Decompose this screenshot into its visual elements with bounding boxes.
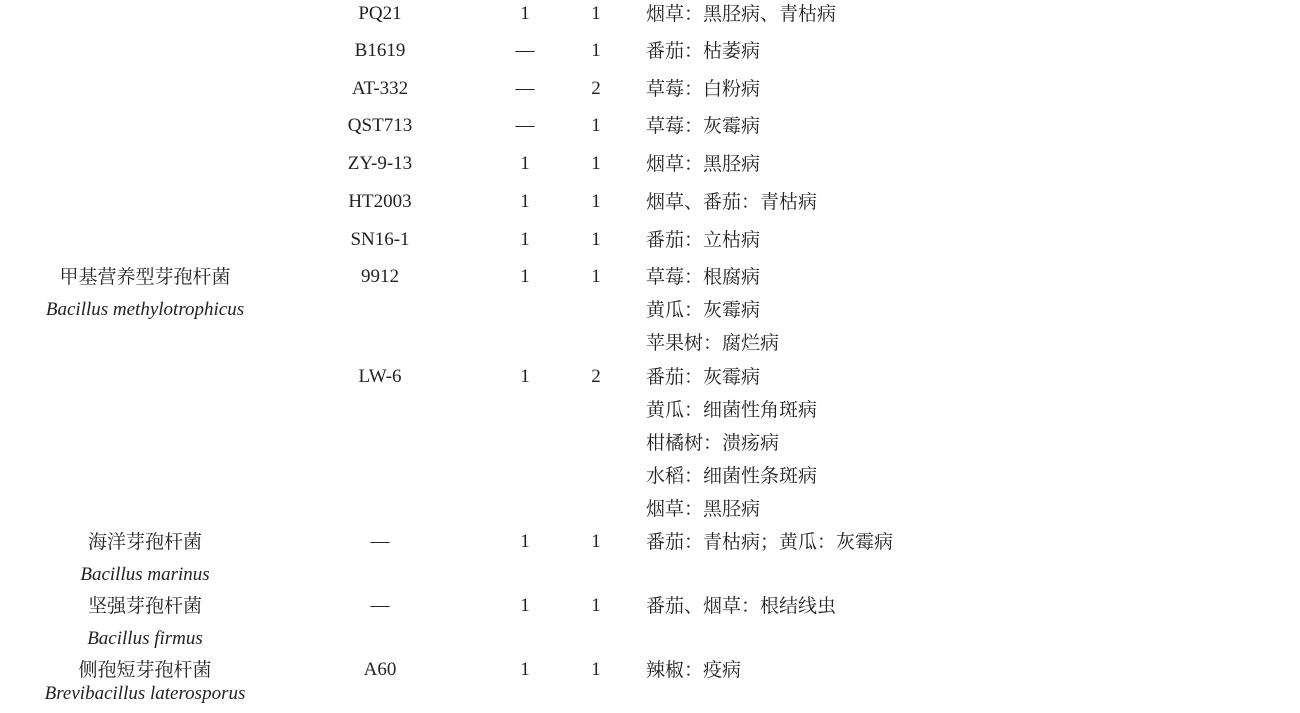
target-cell: 烟草、番茄：青枯病: [646, 191, 818, 213]
count-cell-2: 1: [591, 3, 601, 24]
count-cell-1: —: [515, 40, 535, 61]
table-row: [0, 75, 1300, 108]
target-cell: 草莓：白粉病: [646, 78, 761, 100]
count-cell-1: —: [515, 115, 535, 136]
strain-cell: LW-6: [358, 366, 402, 387]
target-list: [646, 363, 1246, 528]
count-cell-1: —: [515, 78, 535, 99]
target-cell: 番茄、烟草：根结线虫: [646, 595, 837, 617]
strain-cell: A60: [363, 659, 397, 680]
species-name-latin: Bacillus marinus: [80, 564, 210, 585]
strain-cell: AT-332: [351, 78, 409, 99]
target-cell: 番茄：立枯病: [646, 229, 761, 251]
table-row: [0, 592, 1300, 625]
target-cell: 番茄：枯萎病: [646, 40, 761, 62]
count-cell-2: 2: [591, 78, 601, 99]
strain-cell: —: [370, 531, 390, 552]
count-cell-1: 1: [520, 266, 530, 287]
table-row: [0, 37, 1300, 70]
target-item: 番茄：灰霉病: [646, 366, 761, 388]
count-cell-2: 1: [591, 266, 601, 287]
target-cell: 辣椒：疫病: [646, 659, 742, 681]
target-item: 柑橘树：溃疡病: [646, 432, 780, 454]
count-cell-2: 1: [591, 229, 601, 250]
species-name-latin: Brevibacillus laterosporus: [44, 683, 246, 704]
count-cell-2: 1: [591, 659, 601, 680]
count-cell-1: 1: [520, 229, 530, 250]
target-item: 草莓：根腐病: [646, 266, 761, 288]
strain-cell: HT2003: [348, 191, 412, 212]
target-cell: 烟草：黑胫病、青枯病: [646, 3, 837, 25]
table-row: [0, 112, 1300, 145]
table-row: [0, 528, 1300, 561]
strain-cell: ZY-9-13: [347, 153, 413, 174]
strain-cell: B1619: [354, 40, 406, 61]
species-name-cn: 海洋芽孢杆菌: [87, 531, 202, 553]
table-row: [0, 0, 1300, 33]
count-cell-2: 1: [591, 40, 601, 61]
count-cell-1: 1: [520, 3, 530, 24]
count-cell-2: 1: [591, 595, 601, 616]
species-name-latin: Bacillus firmus: [87, 628, 203, 649]
target-item: 黄瓜：细菌性角斑病: [646, 399, 818, 421]
species-name-latin: Bacillus methylotrophicus: [45, 299, 245, 320]
table-row: [0, 561, 1300, 594]
target-item: 水稻：细菌性条斑病: [646, 465, 818, 487]
target-cell: 番茄：青枯病；黄瓜：灰霉病: [646, 531, 894, 553]
strain-cell: —: [370, 595, 390, 616]
target-cell: 烟草：黑胫病: [646, 153, 761, 175]
count-cell-2: 1: [591, 531, 601, 552]
target-item: 苹果树：腐烂病: [646, 332, 780, 354]
target-item: 黄瓜：灰霉病: [646, 299, 761, 321]
species-name-cn: 侧孢短芽孢杆菌: [78, 659, 212, 681]
strain-cell: PQ21: [358, 3, 402, 24]
count-cell-2: 1: [591, 191, 601, 212]
table-row: [0, 150, 1300, 183]
target-item: 烟草：黑胫病: [646, 498, 761, 520]
strain-cell: 9912: [361, 266, 399, 287]
count-cell-1: 1: [520, 531, 530, 552]
species-name-cn: 甲基营养型芽孢杆菌: [59, 266, 231, 288]
count-cell-2: 1: [591, 115, 601, 136]
count-cell-1: 1: [520, 366, 530, 387]
count-cell-2: 2: [591, 366, 601, 387]
target-list: [646, 263, 1246, 362]
table-row: [0, 188, 1300, 221]
count-cell-1: 1: [520, 191, 530, 212]
table-row: [0, 625, 1300, 658]
target-cell: 草莓：灰霉病: [646, 115, 761, 137]
strain-cell: QST713: [347, 115, 413, 136]
table-row: [0, 226, 1300, 259]
count-cell-1: 1: [520, 153, 530, 174]
table-row: [0, 680, 1300, 713]
count-cell-1: 1: [520, 659, 530, 680]
strain-cell: SN16-1: [350, 229, 410, 250]
count-cell-2: 1: [591, 153, 601, 174]
count-cell-1: 1: [520, 595, 530, 616]
species-name-cn: 坚强芽孢杆菌: [87, 595, 202, 617]
